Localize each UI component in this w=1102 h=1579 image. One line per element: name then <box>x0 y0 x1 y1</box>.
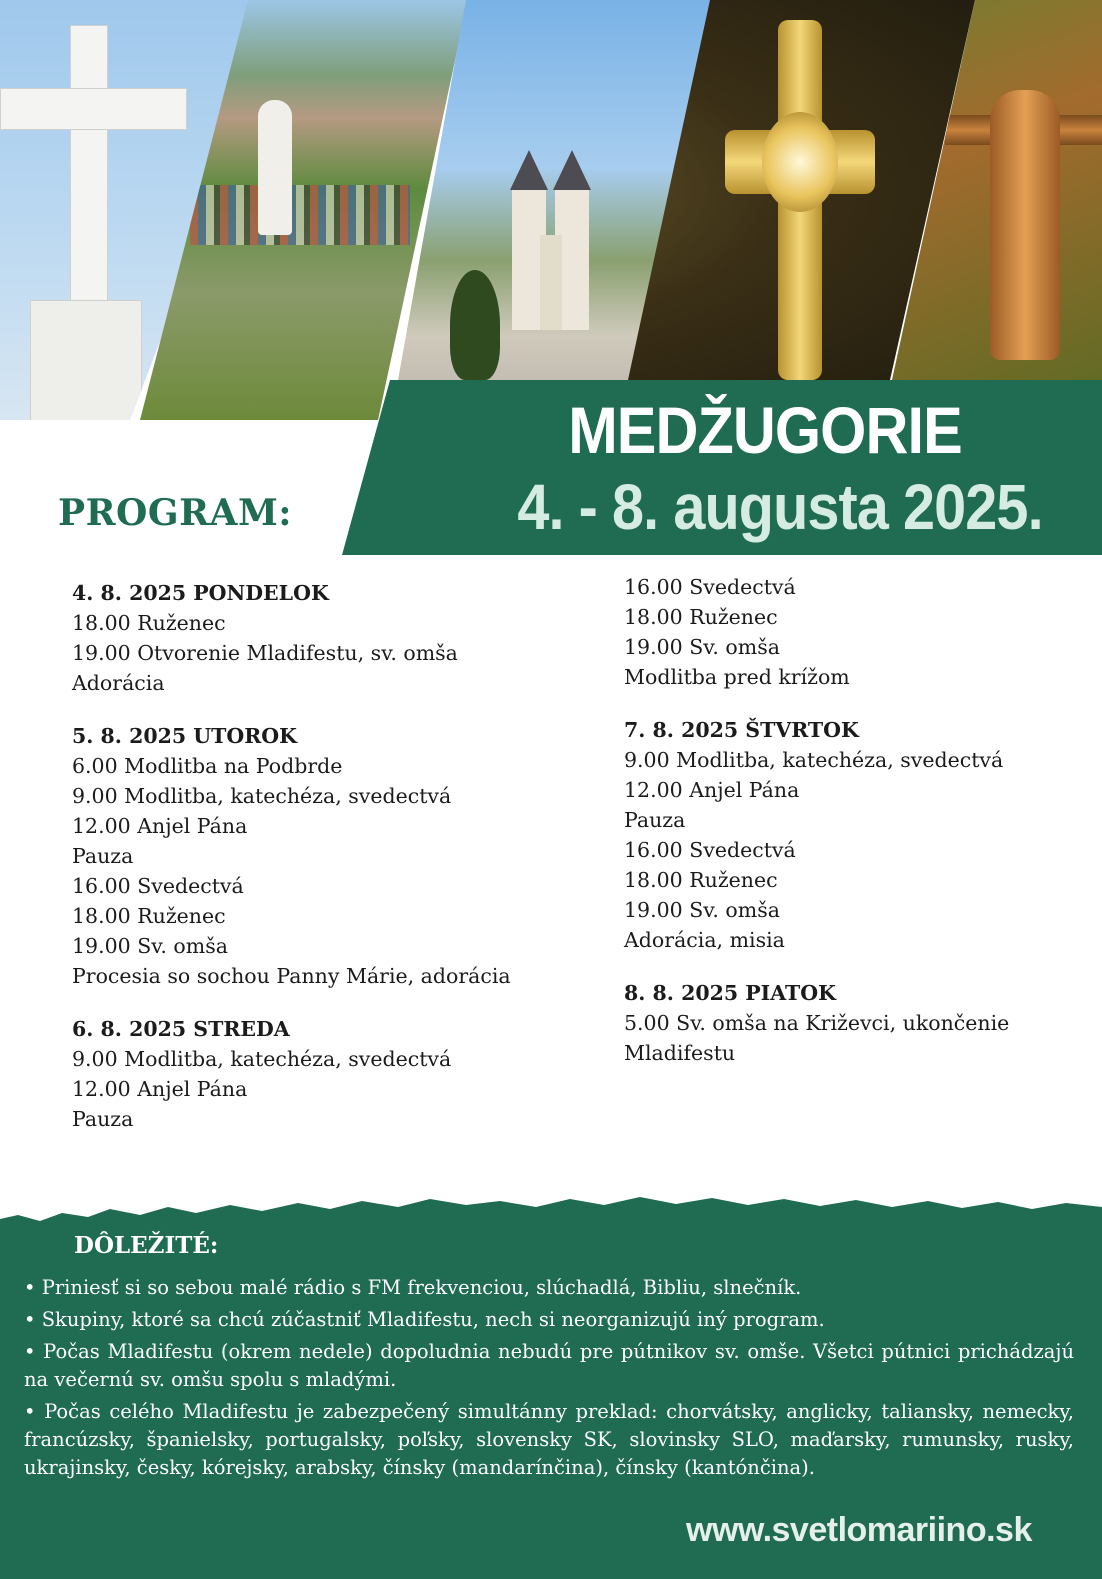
note-item: • Priniesť si so sebou malé rádio s FM frekvenciou, slúchadlá, Bibliu, slnečník. <box>24 1276 802 1299</box>
schedule-item: 6.00 Modlitba na Podbrde <box>72 754 343 778</box>
schedule-item: 19.00 Sv. omša <box>72 934 228 958</box>
schedule-item: Modlitba pred krížom <box>624 665 850 689</box>
day-wednesday <box>72 1014 592 1134</box>
schedule-item: 19.00 Otvorenie Mladifestu, sv. omša <box>72 641 458 665</box>
schedule-item: Adorácia <box>72 671 165 695</box>
website-link[interactable]: www.svetlomariino.sk <box>686 1511 1032 1549</box>
day-heading: 7. 8. 2025 ŠTVRTOK <box>624 718 859 742</box>
schedule-item: Pauza <box>72 1107 134 1131</box>
day-tuesday <box>72 721 592 991</box>
schedule-item: Procesia so sochou Panny Márie, adorácia <box>72 964 511 988</box>
schedule-item: 16.00 Svedectvá <box>624 575 796 599</box>
schedule-item: 16.00 Svedectvá <box>624 838 796 862</box>
schedule-item: 12.00 Anjel Pána <box>72 1077 248 1101</box>
schedule-item: Adorácia, misia <box>624 928 785 952</box>
schedule-left-column <box>72 578 592 1157</box>
day-heading: 8. 8. 2025 PIATOK <box>624 981 836 1005</box>
day-wednesday-continued <box>624 572 1084 692</box>
note-item: • Počas Mladifestu (okrem nedele) dopoludnia nebudú pre pútnikov sv. omše. Všetci pútnici prichádzajú na večernú sv. omšu spolu s mladými. <box>24 1340 1074 1391</box>
important-heading: DÔLEŽITÉ: <box>74 1232 219 1259</box>
schedule-item: 18.00 Ruženec <box>72 904 226 928</box>
photo-collage <box>0 0 1102 420</box>
schedule-item: 12.00 Anjel Pána <box>72 814 248 838</box>
schedule-item: 16.00 Svedectvá <box>72 874 244 898</box>
day-heading: 5. 8. 2025 UTOROK <box>72 724 297 748</box>
schedule-item: 18.00 Ruženec <box>72 611 226 635</box>
schedule-item: 5.00 Sv. omša na Križevci, ukončenie <box>624 1011 1010 1035</box>
important-notes <box>24 1274 1074 1486</box>
schedule-item: Pauza <box>72 844 134 868</box>
event-title: MEDŽUGORIE <box>568 393 962 467</box>
schedule-item: Mladifestu <box>624 1041 736 1065</box>
day-heading: 6. 8. 2025 STREDA <box>72 1017 290 1041</box>
schedule-item: 9.00 Modlitba, katechéza, svedectvá <box>624 748 1004 772</box>
schedule-item: 9.00 Modlitba, katechéza, svedectvá <box>72 784 452 808</box>
note-item: • Počas celého Mladifestu je zabezpečený simultánny preklad: chorvátsky, anglicky, taliansky, nemecky, francúzsky, španielsky, portugalsky, poľsky, slovensky SK, slovinsky SLO, maďarsky, rumunsky, rusky, ukrajinsky, česky, kórejsky, arabsky, čínsky (mandarínčina), čínsky (kantónčina). <box>24 1400 1074 1479</box>
day-friday <box>624 978 1084 1068</box>
note-item: • Skupiny, ktoré sa chcú zúčastniť Mladifestu, nech si neorganizujú iný program. <box>24 1308 825 1331</box>
schedule-item: Pauza <box>624 808 686 832</box>
event-dates: 4. - 8. augusta 2025. <box>517 471 1043 543</box>
day-thursday <box>624 715 1084 955</box>
program-label: PROGRAM: <box>58 492 293 534</box>
schedule-item: 9.00 Modlitba, katechéza, svedectvá <box>72 1047 452 1071</box>
day-monday <box>72 578 592 698</box>
day-heading: 4. 8. 2025 PONDELOK <box>72 581 329 605</box>
schedule-right-column <box>624 572 1084 1091</box>
schedule-item: 12.00 Anjel Pána <box>624 778 800 802</box>
schedule-item: 18.00 Ruženec <box>624 605 778 629</box>
schedule-item: 19.00 Sv. omša <box>624 898 780 922</box>
schedule-item: 19.00 Sv. omša <box>624 635 780 659</box>
schedule-item: 18.00 Ruženec <box>624 868 778 892</box>
